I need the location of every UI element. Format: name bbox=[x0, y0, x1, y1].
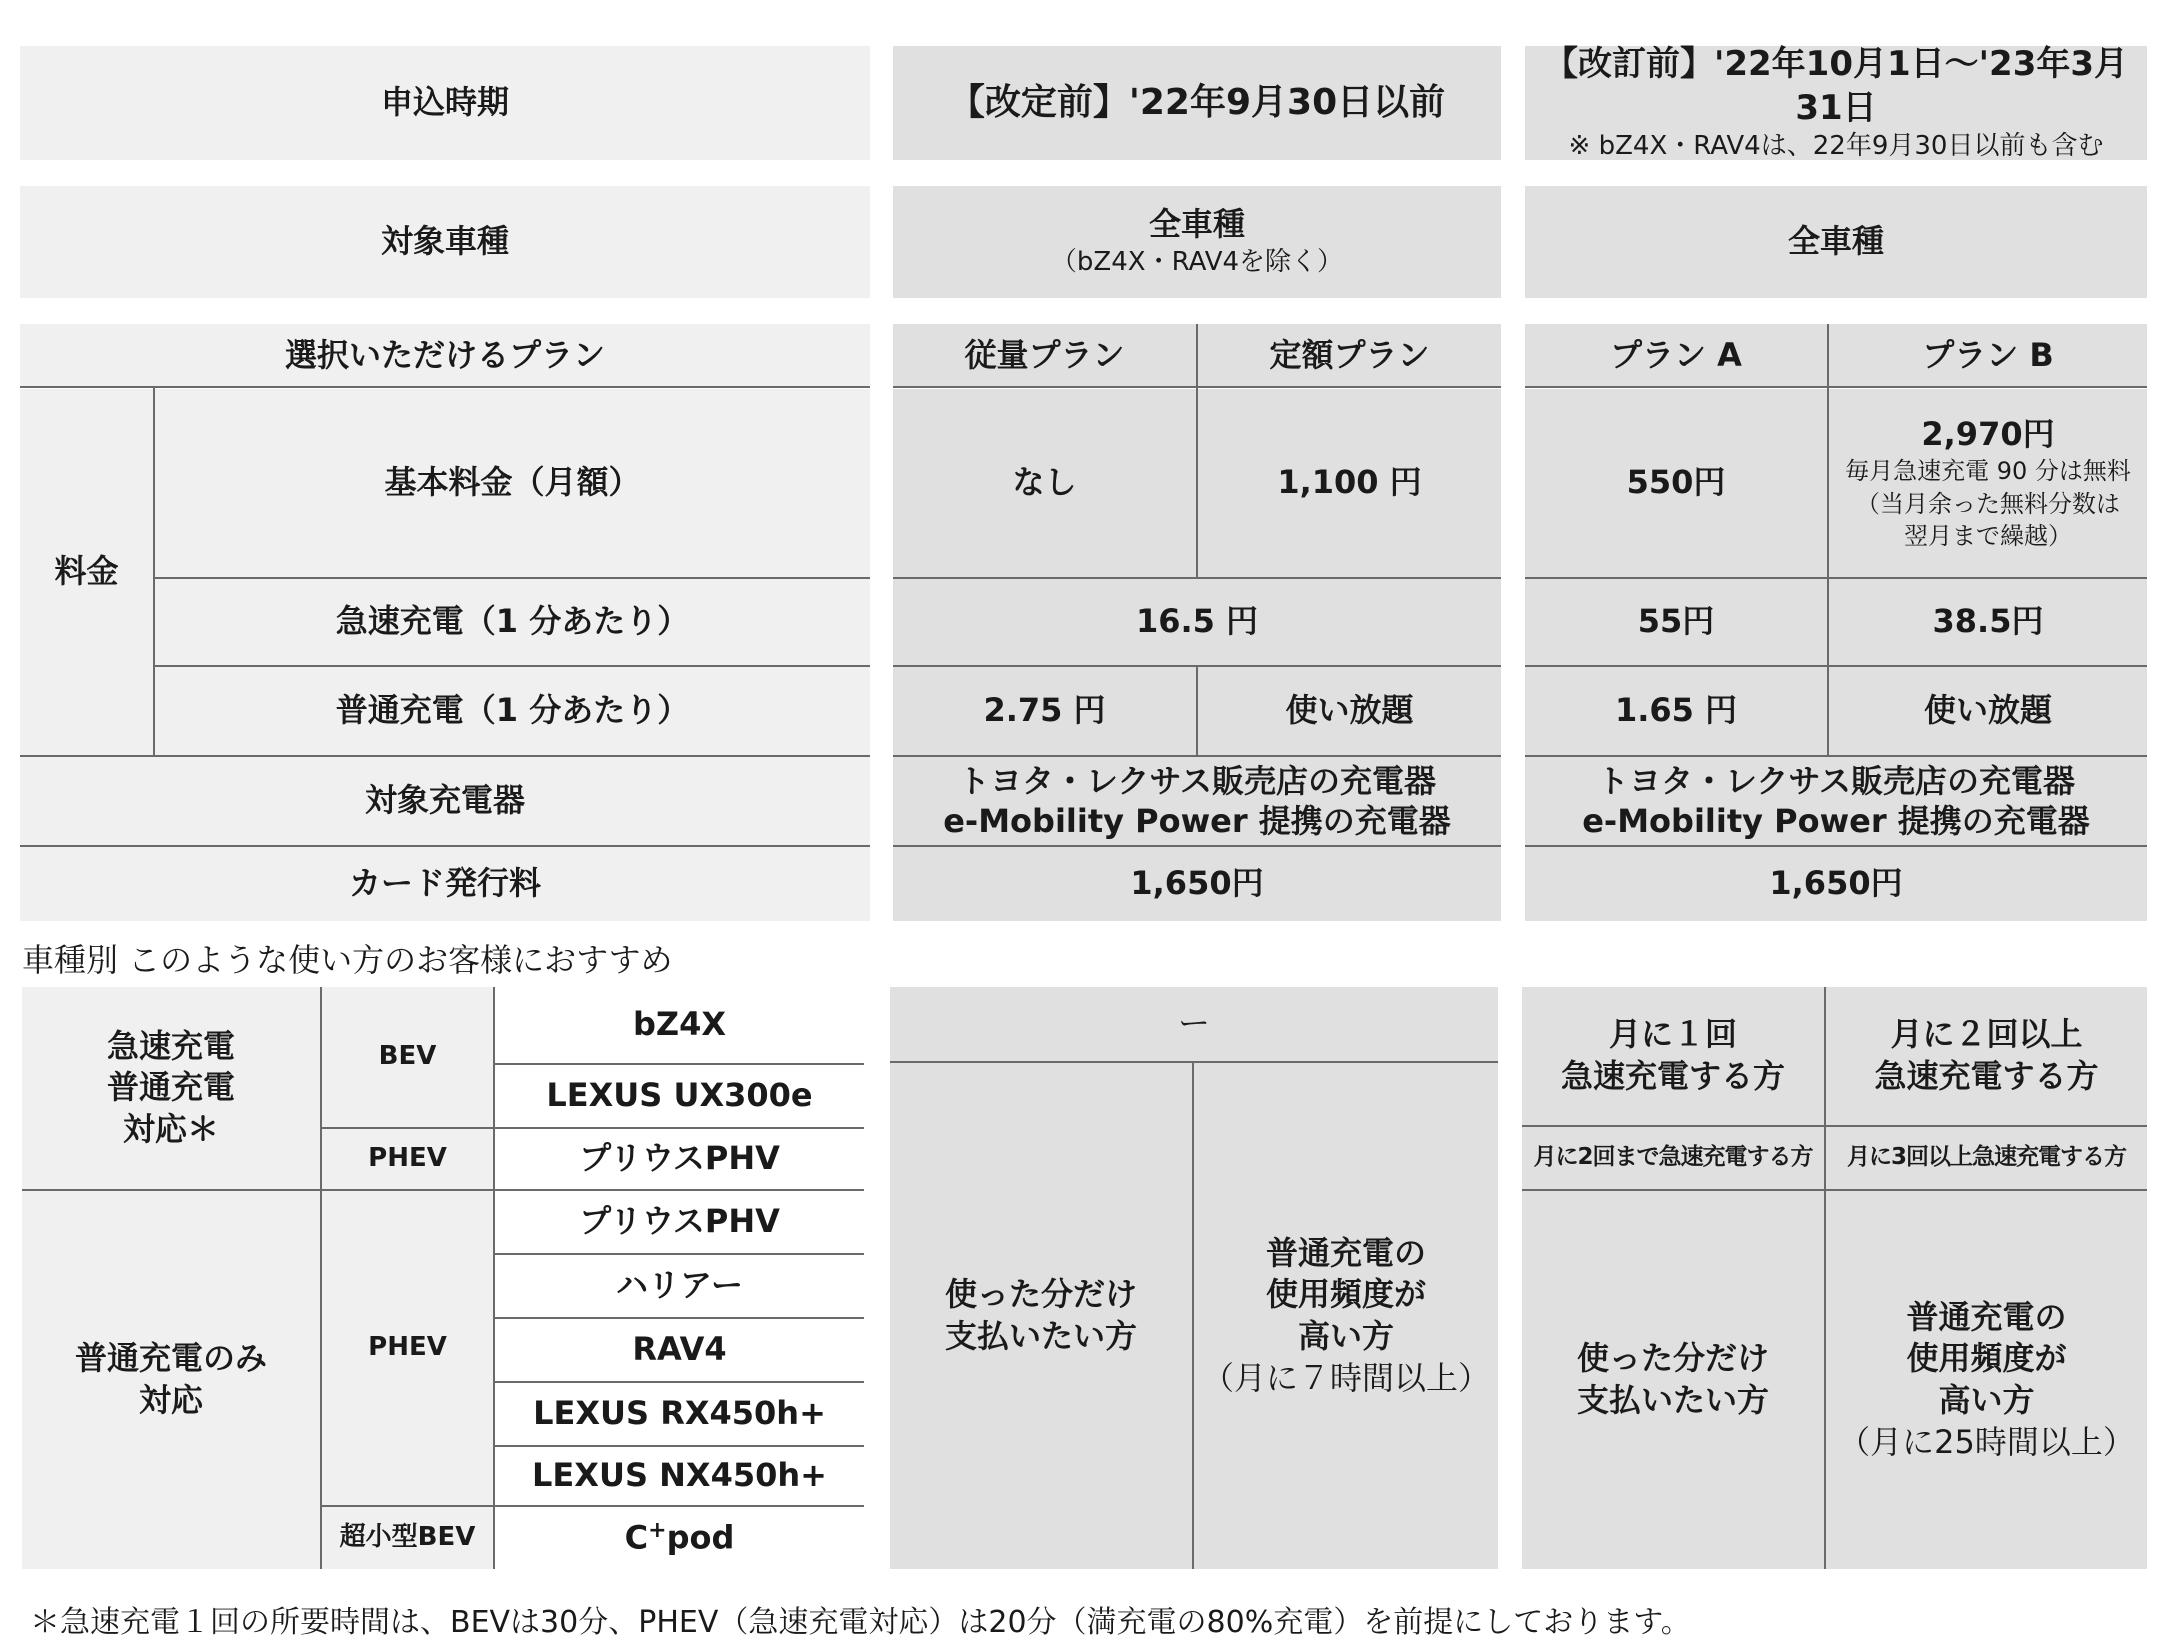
plans-label-text: 選択いただけるプラン bbox=[284, 335, 605, 374]
model-cpod bbox=[495, 1507, 864, 1569]
before-dash-text: ー bbox=[1177, 1004, 1210, 1043]
plan-a-quick-line-1: 月に１回 bbox=[1608, 1015, 1737, 1054]
rule bbox=[1196, 324, 1198, 577]
plan-a-normal-line-2: 支払いたい方 bbox=[1576, 1381, 1769, 1419]
rule bbox=[1827, 324, 1829, 755]
rule bbox=[893, 845, 1501, 847]
rule bbox=[22, 1189, 864, 1191]
cpod-sup: + bbox=[648, 1517, 667, 1543]
before-flat-recommend bbox=[1194, 1063, 1498, 1569]
normal-charge-label-text: 普通充電（1 分あたり） bbox=[335, 691, 690, 730]
plan-b-normal-recommend bbox=[1826, 1191, 2147, 1569]
quick-charge-before bbox=[893, 579, 1501, 665]
basic-fee-flat-text: 1,100 円 bbox=[1277, 463, 1422, 502]
group-quick-label bbox=[22, 987, 320, 1189]
chargers-before bbox=[893, 757, 1501, 845]
card-fee-label-text: カード発行料 bbox=[348, 864, 541, 903]
period-before bbox=[893, 46, 1501, 160]
cpod-c: C bbox=[624, 1518, 649, 1557]
type-phev-quick bbox=[322, 1129, 493, 1189]
plan-b-quick-line-2: 急速充電する方 bbox=[1874, 1057, 2099, 1095]
plan-b-normal-note: （月に25時間以上） bbox=[1838, 1422, 2135, 1461]
basic-fee-plan-b-text: 2,970円 bbox=[1921, 414, 2055, 453]
basic-fee-metered bbox=[893, 389, 1196, 577]
type-phev-quick-text: PHEV bbox=[368, 1143, 447, 1174]
rule bbox=[493, 1317, 864, 1319]
normal-charge-flat-text: 使い放題 bbox=[1285, 691, 1414, 730]
plans-label bbox=[20, 324, 870, 387]
before-dash bbox=[890, 987, 1498, 1061]
plan-a-text: プラン A bbox=[1610, 335, 1742, 374]
plan-b-text: プラン B bbox=[1922, 335, 2054, 374]
period-label bbox=[20, 46, 870, 160]
period-after-note: ※ bZ4X・RAV4は、22年9月30日以前も含む bbox=[1568, 131, 2104, 162]
group-quick-line-3: 対応＊ bbox=[122, 1109, 219, 1148]
normal-charge-metered bbox=[893, 667, 1196, 755]
rule bbox=[493, 1063, 864, 1065]
plan-a-normal-recommend bbox=[1522, 1191, 1824, 1569]
before-flat-line-1: 普通充電の bbox=[1265, 1233, 1426, 1272]
rule bbox=[493, 987, 495, 1569]
normal-charge-label bbox=[155, 667, 870, 755]
plan-a-phev-text: 月に2回まで急速充電する方 bbox=[1533, 1144, 1813, 1171]
model-bz4x bbox=[495, 987, 864, 1063]
plan-b-quick-line-1: 月に２回以上 bbox=[1890, 1015, 2083, 1054]
plan-b-normal-line-2: 使用頻度が bbox=[1906, 1339, 2067, 1378]
model-ux300e bbox=[495, 1065, 864, 1127]
plan-b-phev-text: 月に3回以上急速充電する方 bbox=[1846, 1144, 2126, 1171]
rule bbox=[20, 386, 870, 388]
normal-charge-flat bbox=[1198, 667, 1501, 755]
rule bbox=[153, 388, 155, 755]
rule bbox=[1525, 845, 2147, 847]
plan-b-normal-line-1: 普通充電の bbox=[1906, 1297, 2067, 1336]
models-before bbox=[893, 186, 1501, 298]
group-quick-line-1: 急速充電 bbox=[106, 1026, 235, 1065]
chargers-after-line-1: トヨタ・レクサス販売店の充電器 bbox=[1596, 762, 2076, 800]
model-rx450h-text: LEXUS RX450h+ bbox=[533, 1394, 826, 1433]
plan-b-quick-recommend bbox=[1826, 987, 2147, 1125]
rule bbox=[153, 665, 870, 667]
basic-fee-plan-b-note-2: （当月余った無料分数は bbox=[1856, 489, 2120, 518]
type-phev-normal-text: PHEV bbox=[368, 1332, 447, 1363]
normal-charge-plan-b-text: 使い放題 bbox=[1923, 691, 2052, 730]
plan-a-normal-line-1: 使った分だけ bbox=[1576, 1339, 1769, 1378]
before-metered-recommend bbox=[890, 1063, 1192, 1569]
rule bbox=[20, 755, 870, 757]
plan-b-normal-line-3: 高い方 bbox=[1938, 1381, 2035, 1419]
model-prius-phv-quick bbox=[495, 1129, 864, 1189]
rule bbox=[493, 1253, 864, 1255]
quick-charge-plan-b-text: 38.5円 bbox=[1932, 602, 2044, 641]
basic-fee-plan-b-note-3: 翌月まで繰越） bbox=[1904, 521, 2072, 550]
chargers-label bbox=[20, 757, 870, 845]
plan-a bbox=[1525, 324, 1827, 387]
basic-fee-metered-text: なし bbox=[1012, 463, 1077, 502]
card-fee-after bbox=[1525, 847, 2147, 921]
normal-charge-plan-b bbox=[1829, 667, 2147, 755]
rule bbox=[1522, 1189, 2147, 1191]
basic-fee-plan-a-text: 550円 bbox=[1626, 463, 1726, 502]
normal-charge-plan-a-text: 1.65 円 bbox=[1614, 691, 1738, 730]
rule bbox=[320, 1505, 864, 1507]
before-flat-line-2: 使用頻度が bbox=[1265, 1275, 1426, 1314]
period-after bbox=[1525, 43, 2147, 162]
model-prius-phv-quick-text: プリウスPHV bbox=[579, 1139, 780, 1178]
plan-a-quick-recommend bbox=[1522, 987, 1824, 1125]
model-ux300e-text: LEXUS UX300e bbox=[546, 1076, 813, 1115]
type-small-bev bbox=[322, 1507, 493, 1569]
rule bbox=[1525, 386, 2147, 388]
rule bbox=[1525, 577, 2147, 579]
model-prius-phv bbox=[495, 1191, 864, 1253]
model-rav4-text: RAV4 bbox=[632, 1330, 727, 1369]
models-before-text: 全車種 bbox=[1148, 205, 1245, 244]
basic-fee-plan-b bbox=[1829, 389, 2147, 577]
type-bev-text: BEV bbox=[378, 1041, 437, 1072]
rule bbox=[893, 755, 1501, 757]
model-rav4 bbox=[495, 1319, 864, 1381]
basic-fee-flat bbox=[1198, 389, 1501, 577]
models-after-text: 全車種 bbox=[1787, 222, 1884, 261]
chargers-after-line-2: e-Mobility Power 提携の充電器 bbox=[1582, 802, 2090, 840]
basic-fee-plan-a bbox=[1525, 389, 1827, 577]
before-flat-line-3: 高い方 bbox=[1297, 1317, 1394, 1355]
footnote: ＊急速充電１回の所要時間は、BEVは30分、PHEV（急速充電対応）は20分（満充電の80%充電）を前提にしております。 bbox=[30, 1605, 1691, 1640]
plan-b-phev-recommend bbox=[1826, 1127, 2147, 1189]
model-nx450h bbox=[495, 1447, 864, 1505]
plan-b bbox=[1829, 324, 2147, 387]
rule bbox=[893, 577, 1501, 579]
model-prius-phv-text: プリウスPHV bbox=[579, 1202, 780, 1241]
model-harrier-text: ハリアー bbox=[615, 1266, 744, 1305]
group-normal-label bbox=[22, 1191, 320, 1569]
plan-a-phev-recommend bbox=[1522, 1127, 1824, 1189]
quick-charge-label-text: 急速充電（1 分あたり） bbox=[335, 602, 690, 641]
group-quick-line-2: 普通充電 bbox=[106, 1068, 235, 1107]
before-metered-line-1: 使った分だけ bbox=[944, 1275, 1137, 1314]
basic-fee-label bbox=[155, 389, 870, 577]
plan-metered-text: 従量プラン bbox=[964, 335, 1125, 374]
rule bbox=[320, 1127, 864, 1129]
rule bbox=[1522, 1125, 2147, 1127]
rule bbox=[493, 1381, 864, 1383]
chargers-before-line-2: e-Mobility Power 提携の充電器 bbox=[943, 802, 1451, 840]
type-phev-normal bbox=[322, 1191, 493, 1505]
before-flat-note: （月に７時間以上） bbox=[1201, 1358, 1490, 1397]
models-before-note: （bZ4X・RAV4を除く） bbox=[1050, 246, 1344, 277]
group-normal-line-2: 対応 bbox=[138, 1381, 203, 1419]
normal-charge-metered-text: 2.75 円 bbox=[983, 691, 1106, 730]
rule bbox=[1824, 987, 1826, 1569]
chargers-before-line-1: トヨタ・レクサス販売店の充電器 bbox=[957, 762, 1437, 800]
quick-charge-before-text: 16.5 円 bbox=[1135, 602, 1259, 641]
quick-charge-plan-a bbox=[1525, 579, 1827, 665]
fee-group-label bbox=[20, 389, 153, 755]
cpod-rest: pod bbox=[666, 1518, 735, 1557]
fee-group-text: 料金 bbox=[54, 552, 119, 591]
model-bz4x-text: bZ4X bbox=[632, 1005, 727, 1044]
models-label-text: 対象車種 bbox=[380, 222, 509, 261]
rule bbox=[1525, 755, 2147, 757]
basic-fee-label-text: 基本料金（月額） bbox=[384, 463, 641, 502]
period-after-text: 【改訂前】'22年10月1日〜'23年3月31日 bbox=[1543, 43, 2129, 129]
chargers-label-text: 対象充電器 bbox=[364, 781, 525, 820]
rule bbox=[890, 1061, 1498, 1063]
models-after bbox=[1525, 186, 2147, 298]
model-cpod-text bbox=[625, 1517, 735, 1559]
card-fee-before bbox=[893, 847, 1501, 921]
normal-charge-plan-a bbox=[1525, 667, 1827, 755]
plan-metered bbox=[893, 324, 1196, 387]
card-fee-before-text: 1,650円 bbox=[1130, 864, 1264, 903]
plan-a-quick-line-2: 急速充電する方 bbox=[1560, 1057, 1785, 1095]
quick-charge-plan-b bbox=[1829, 579, 2147, 665]
rule bbox=[1196, 665, 1198, 755]
quick-charge-plan-a-text: 55円 bbox=[1637, 602, 1715, 641]
quick-charge-label bbox=[155, 579, 870, 665]
model-nx450h-text: LEXUS NX450h+ bbox=[532, 1456, 827, 1495]
chargers-after bbox=[1525, 757, 2147, 845]
type-small-bev-text: 超小型BEV bbox=[339, 1522, 476, 1553]
section-title: 車種別 このような使い方のお客様におすすめ bbox=[22, 941, 673, 979]
period-label-text: 申込時期 bbox=[380, 83, 509, 122]
rule bbox=[1525, 665, 2147, 667]
models-label bbox=[20, 186, 870, 298]
plan-flat-text: 定額プラン bbox=[1269, 335, 1430, 374]
basic-fee-plan-b-note-1: 毎月急速充電 90 分は無料 bbox=[1845, 457, 2131, 486]
model-harrier bbox=[495, 1255, 864, 1317]
card-fee-label bbox=[20, 847, 870, 921]
before-metered-line-2: 支払いたい方 bbox=[944, 1317, 1137, 1355]
card-fee-after-text: 1,650円 bbox=[1769, 864, 1903, 903]
rule bbox=[1192, 1063, 1194, 1569]
rule bbox=[153, 577, 870, 579]
group-normal-line-1: 普通充電のみ bbox=[74, 1339, 267, 1378]
rule bbox=[493, 1445, 864, 1447]
period-before-text: 【改定前】'22年9月30日以前 bbox=[948, 81, 1446, 123]
rule bbox=[20, 845, 870, 847]
type-bev bbox=[322, 987, 493, 1127]
model-rx450h bbox=[495, 1383, 864, 1445]
rule bbox=[320, 987, 322, 1569]
plan-flat bbox=[1198, 324, 1501, 387]
